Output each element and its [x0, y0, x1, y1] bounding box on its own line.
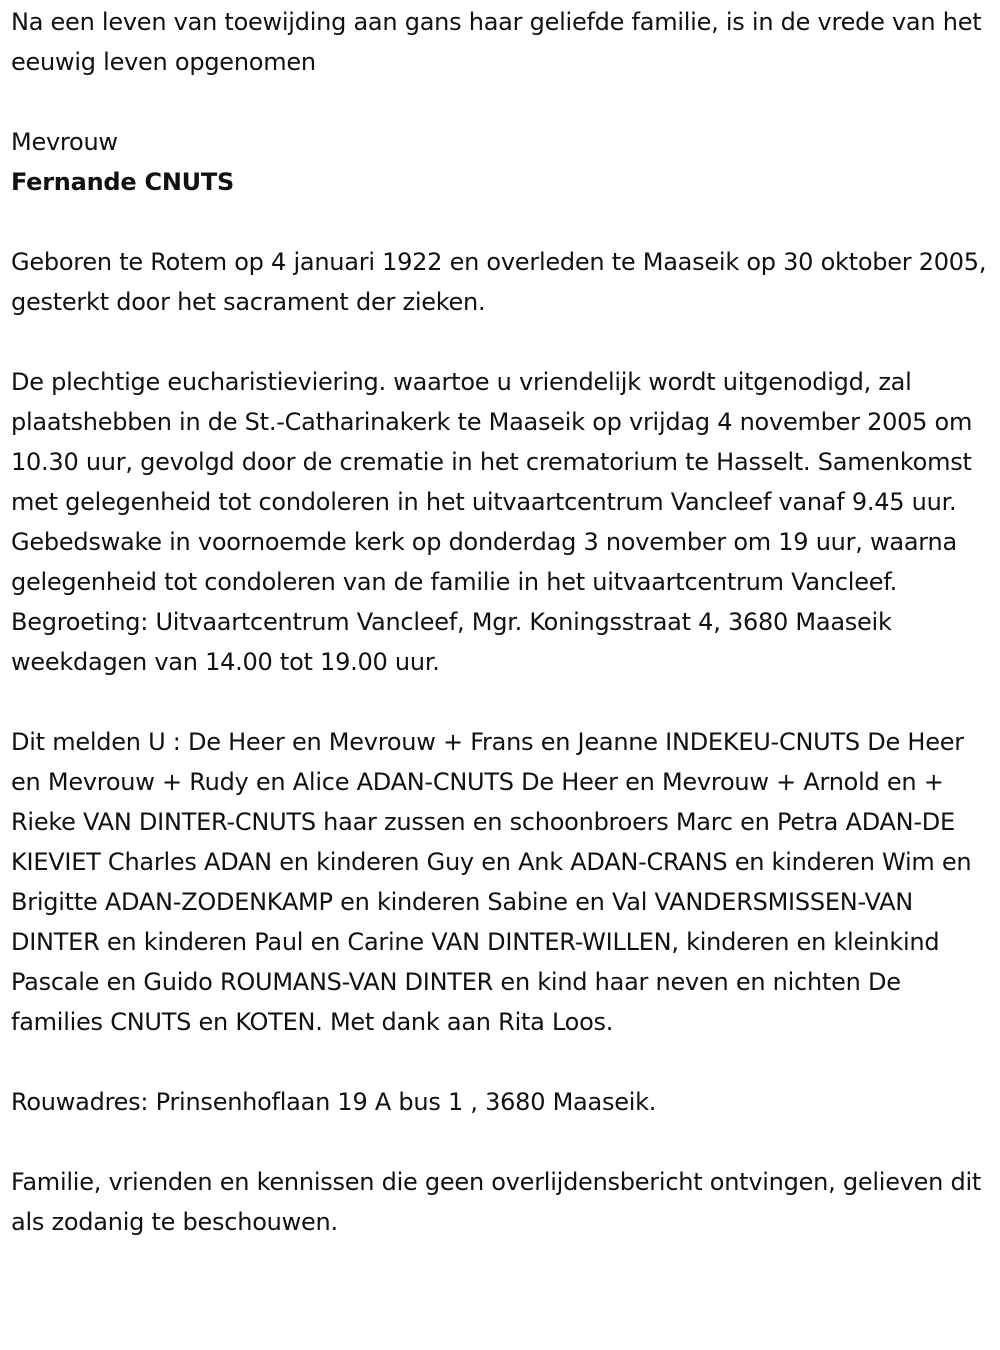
honorific: Mevrouw	[11, 128, 118, 156]
spacer	[11, 1122, 990, 1162]
family-text: Dit melden U : De Heer en Mevrouw + Frans en Jeanne INDEKEU-CNUTS De Heer en Mevrouw + Rudy en Alice ADAN-CNUTS De Heer en Mevrouw + Arnold en + Rieke VAN DINTER-CNUTS haar zussen en schoonbroers Marc en Petra ADAN-DE KIEVIET Charles ADAN en kinderen Guy en Ank ADAN-CRANS en kinderen Wim en Brigitte ADAN-ZODENKAMP en kinderen Sabine en Val VANDERSMISSEN-VAN DINTER en kinderen Paul en Carine VAN DINTER-WILLEN, kinderen en kleinkind Pascale en Guido ROUMANS-VAN DINTER en kind haar neven en nichten De families CNUTS en KOTEN. Met dank aan Rita Loos.	[11, 728, 972, 1036]
spacer	[11, 322, 990, 362]
spacer	[11, 82, 990, 122]
deceased-name: Fernande CNUTS	[11, 168, 235, 196]
spacer	[11, 1042, 990, 1082]
intro-text: Na een leven van toewijding aan gans haar geliefde familie, is in de vrede van het eeuwig leven opgenomen	[11, 8, 982, 76]
spacer	[11, 202, 990, 242]
ceremony-text: De plechtige eucharistieviering. waartoe u vriendelijk wordt uitgenodigd, zal plaatshebben in de St.-Catharinakerk te Maaseik op vrijdag 4 november 2005 om 10.30 uur, gevolgd door de crematie in het crematorium te Hasselt. Samenkomst met gelegenheid tot condoleren in het uitvaartcentrum Vancleef vanaf 9.45 uur. Gebedswake in voornoemde kerk op donderdag 3 november om 19 uur, waarna gelegenheid tot condoleren van de familie in het uitvaartcentrum Vancleef. Begroeting: Uitvaartcentrum Vancleef, Mgr. Koningsstraat 4, 3680 Maaseik weekdagen van 14.00 tot 19.00 uur.	[11, 368, 973, 676]
spacer	[11, 682, 990, 722]
closing-text: Familie, vrienden en kennissen die geen overlijdensbericht ontvingen, gelieven dit als zodanig te beschouwen.	[11, 1168, 982, 1236]
birth-death-text: Geboren te Rotem op 4 januari 1922 en overleden te Maaseik op 30 oktober 2005, gesterkt door het sacrament der zieken.	[11, 248, 987, 316]
mourning-address: Rouwadres: Prinsenhoflaan 19 A bus 1 , 3680 Maaseik.	[11, 1088, 657, 1116]
